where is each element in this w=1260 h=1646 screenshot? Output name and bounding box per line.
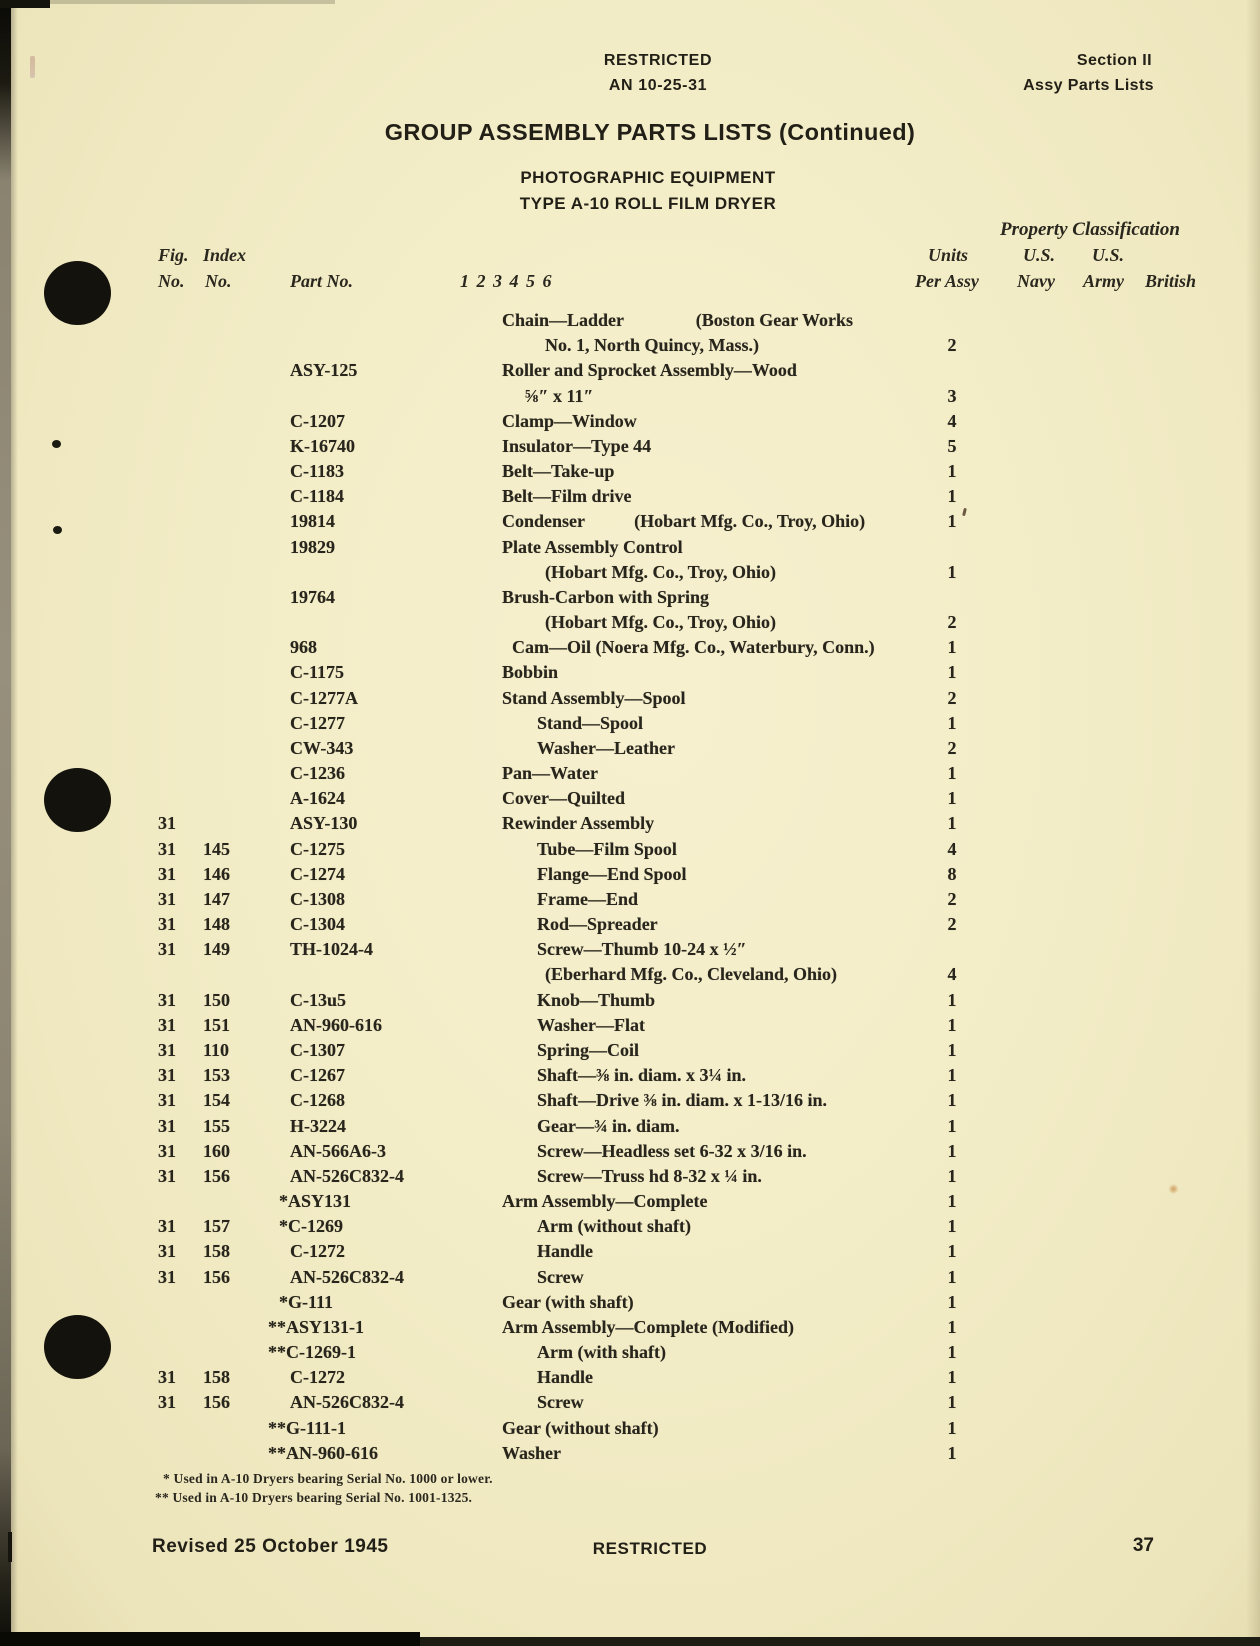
description-cell: Cam—Oil (Noera Mfg. Co., Waterbury, Conn.) [512, 637, 875, 658]
table-row [0, 964, 1260, 989]
table-row [0, 562, 1260, 587]
table-row [0, 1015, 1260, 1040]
units-per-assy-cell: 1 [947, 1392, 957, 1413]
scan-bottom-corner [0, 1632, 420, 1646]
table-row [0, 1040, 1260, 1065]
description-cell: Insulator—Type 44 [502, 435, 652, 456]
part-number-cell: TH-1024-4 [290, 939, 373, 960]
part-number-cell: ASY-130 [290, 813, 358, 834]
units-per-assy-cell: 1 [947, 461, 957, 482]
units-per-assy-cell: 1 [947, 712, 957, 733]
table-row [0, 1241, 1260, 1266]
index-no-cell: 148 [203, 914, 230, 935]
description-cell: Screw—Thumb 10-24 x ½″ [537, 939, 747, 960]
part-number-cell: 19814 [290, 511, 335, 532]
col-header-index-no: No. [205, 271, 232, 291]
description-cell: Rod—Spreader [537, 914, 658, 935]
col-header-per-assy: Per Assy [915, 271, 979, 291]
table-row [0, 864, 1260, 889]
table-row [0, 1392, 1260, 1417]
col-header-index: Index [203, 245, 247, 265]
part-number-cell: C-1236 [290, 763, 345, 784]
table-row [0, 1116, 1260, 1141]
page-title: GROUP ASSEMBLY PARTS LISTS (Continued) [384, 119, 916, 145]
description-cell: Gear (without shaft) [502, 1417, 659, 1438]
description-cell: Washer [502, 1442, 562, 1463]
units-per-assy-cell: 1 [947, 1014, 957, 1035]
table-row [0, 662, 1260, 687]
description-cell: Knob—Thumb [537, 989, 656, 1010]
units-per-assy-cell: 1 [947, 1367, 957, 1388]
units-per-assy-cell: 1 [947, 486, 957, 507]
description-cell: Washer—Leather [537, 737, 675, 758]
units-per-assy-cell: 1 [947, 1241, 957, 1262]
units-per-assy-cell: 5 [947, 435, 957, 456]
fig-no-cell: 31 [158, 914, 176, 935]
revision-date: Revised 25 October 1945 [152, 1536, 389, 1557]
description-cell: Arm Assembly—Complete [502, 1191, 708, 1212]
table-row [0, 1292, 1260, 1317]
index-no-cell: 151 [203, 1014, 230, 1035]
units-per-assy-cell: 1 [947, 1039, 957, 1060]
description-cell: Screw [537, 1266, 584, 1287]
units-per-assy-cell: 4 [947, 838, 957, 859]
page-number: 37 [1132, 1535, 1154, 1556]
part-number-cell: C-1184 [290, 486, 344, 507]
units-per-assy-cell: 1 [947, 1191, 957, 1212]
units-per-assy-cell: 1 [947, 1342, 957, 1363]
index-no-cell: 156 [203, 1392, 230, 1413]
table-row [0, 738, 1260, 763]
description-cell: Flange—End Spool [537, 863, 687, 884]
units-per-assy-cell: 1 [947, 662, 957, 683]
units-per-assy-cell: 1 [947, 1291, 957, 1312]
units-per-assy-cell: 4 [947, 964, 957, 985]
fig-no-cell: 31 [158, 1065, 176, 1086]
parts-table-body [0, 310, 1260, 1468]
index-no-cell: 158 [203, 1367, 230, 1388]
units-per-assy-cell: 2 [947, 612, 957, 633]
col-header-army: Army [1083, 271, 1125, 291]
table-row [0, 1342, 1260, 1367]
units-per-assy-cell: 1 [947, 1216, 957, 1237]
scan-top-edge [0, 0, 335, 4]
table-row [0, 1216, 1260, 1241]
description-cell: Gear—¾ in. diam. [537, 1115, 680, 1136]
description-cell: (Eberhard Mfg. Co., Cleveland, Ohio) [545, 964, 837, 985]
part-number-cell: **ASY131-1 [268, 1316, 365, 1337]
description-cell: Rewinder Assembly [502, 813, 655, 834]
part-number-cell: *ASY131 [279, 1191, 352, 1212]
fig-no-cell: 31 [158, 863, 176, 884]
index-no-cell: 160 [203, 1140, 230, 1161]
description-cell: Handle [537, 1367, 594, 1388]
fig-no-cell: 31 [158, 1039, 176, 1060]
units-per-assy-cell: 1 [947, 1090, 957, 1111]
fig-no-cell: 31 [158, 989, 176, 1010]
units-per-assy-cell: 2 [947, 888, 957, 909]
description-cell: Arm (without shaft) [537, 1216, 691, 1237]
part-number-cell: 19764 [290, 586, 335, 607]
table-row [0, 436, 1260, 461]
section-sublabel: Assy Parts Lists [1023, 77, 1154, 94]
table-row [0, 713, 1260, 738]
subtitle-type: TYPE A-10 ROLL FILM DRYER [519, 194, 777, 213]
table-row [0, 587, 1260, 612]
description-cell: Shaft—⅜ in. diam. x 3¼ in. [537, 1065, 747, 1086]
part-number-cell: C-1268 [290, 1090, 345, 1111]
index-no-cell: 149 [203, 939, 230, 960]
units-per-assy-cell: 1 [947, 1140, 957, 1161]
description-cell: Shaft—Drive ⅜ in. diam. x 1-13/16 in. [537, 1090, 828, 1111]
description-cell: Arm (with shaft) [537, 1342, 666, 1363]
fig-no-cell: 31 [158, 1014, 176, 1035]
description-cell: Bobbin [502, 662, 559, 683]
index-no-cell: 154 [203, 1090, 230, 1111]
description-cell: Pan—Water [502, 763, 598, 784]
fig-no-cell: 31 [158, 1140, 176, 1161]
units-per-assy-cell: 1 [947, 763, 957, 784]
part-number-cell: AN-526C832-4 [290, 1165, 404, 1186]
part-number-cell: C-1307 [290, 1039, 345, 1060]
part-number-cell: **G-111-1 [268, 1417, 347, 1438]
units-per-assy-cell: 3 [947, 385, 957, 406]
table-row [0, 788, 1260, 813]
index-no-cell: 158 [203, 1241, 230, 1262]
units-per-assy-cell: 1 [947, 1316, 957, 1337]
part-number-cell: AN-526C832-4 [290, 1266, 404, 1287]
part-number-cell: C-1183 [290, 461, 344, 482]
description-cell: Screw [537, 1392, 584, 1413]
index-no-cell: 110 [203, 1039, 230, 1060]
part-number-cell: C-1274 [290, 863, 345, 884]
description-cell: (Hobart Mfg. Co., Troy, Ohio) [545, 612, 776, 633]
table-row [0, 1443, 1260, 1468]
description-cell: Belt—Take-up [502, 461, 615, 482]
index-no-cell: 150 [203, 989, 230, 1010]
table-row [0, 1090, 1260, 1115]
description-cell: ⅝″ x 11″ [525, 385, 594, 406]
fig-no-cell: 31 [158, 1266, 176, 1287]
index-no-cell: 156 [203, 1165, 230, 1186]
description-cell: Spring—Coil [537, 1039, 640, 1060]
table-row [0, 688, 1260, 713]
units-per-assy-cell: 1 [947, 1065, 957, 1086]
table-row [0, 1317, 1260, 1342]
table-row [0, 1191, 1260, 1216]
section-label: Section II [1076, 52, 1152, 69]
part-number-cell: 19829 [290, 536, 335, 557]
units-per-assy-cell: 1 [947, 1417, 957, 1438]
table-row [0, 486, 1260, 511]
index-no-cell: 146 [203, 863, 230, 884]
fig-no-cell: 31 [158, 1367, 176, 1388]
description-cell: Stand Assembly—Spool [502, 687, 686, 708]
index-no-cell: 153 [203, 1065, 230, 1086]
fig-no-cell: 31 [158, 1115, 176, 1136]
table-row [0, 310, 1260, 335]
property-classification-header: Property Classification [1000, 219, 1180, 240]
table-row [0, 411, 1260, 436]
fig-no-cell: 31 [158, 1392, 176, 1413]
part-number-cell: *G-111 [279, 1291, 334, 1312]
units-per-assy-cell: 2 [947, 737, 957, 758]
fig-no-cell: 31 [158, 1241, 176, 1262]
description-cell: No. 1, North Quincy, Mass.) [545, 335, 760, 356]
fig-no-cell: 31 [158, 813, 176, 834]
index-no-cell: 155 [203, 1115, 230, 1136]
index-no-cell: 156 [203, 1266, 230, 1287]
table-row [0, 386, 1260, 411]
classification-bottom: RESTRICTED [592, 1539, 708, 1558]
table-row [0, 839, 1260, 864]
table-row [0, 335, 1260, 360]
fig-no-cell: 31 [158, 838, 176, 859]
table-row [0, 889, 1260, 914]
description-cell: Plate Assembly Control [502, 536, 683, 557]
part-number-cell: C-13u5 [290, 989, 347, 1010]
units-per-assy-cell: 1 [947, 788, 957, 809]
description-cell: Screw—Headless set 6-32 x 3/16 in. [537, 1140, 807, 1161]
scan-top-corner [0, 0, 50, 8]
table-row [0, 537, 1260, 562]
part-number-cell: C-1275 [290, 838, 345, 859]
description-cell: (Hobart Mfg. Co., Troy, Ohio) [545, 561, 776, 582]
doc-number: AN 10-25-31 [608, 77, 708, 94]
part-number-cell: AN-526C832-4 [290, 1392, 404, 1413]
part-number-cell: C-1272 [290, 1367, 345, 1388]
part-number-cell: CW-343 [290, 737, 354, 758]
part-number-cell: **AN-960-616 [268, 1442, 378, 1463]
description-cell: Clamp—Window [502, 410, 637, 431]
index-no-cell: 147 [203, 888, 230, 909]
units-per-assy-cell: 2 [947, 914, 957, 935]
fig-no-cell: 31 [158, 1165, 176, 1186]
units-per-assy-cell: 1 [947, 1442, 957, 1463]
units-per-assy-cell: 1 [947, 813, 957, 834]
units-per-assy-cell: 1 [947, 1165, 957, 1186]
part-number-cell: C-1175 [290, 662, 344, 683]
units-per-assy-cell: 1 [947, 989, 957, 1010]
table-row [0, 813, 1260, 838]
part-number-cell: 968 [290, 637, 317, 658]
units-per-assy-cell: 2 [947, 335, 957, 356]
part-number-cell: K-16740 [290, 435, 355, 456]
description-cell: Brush-Carbon with Spring [502, 586, 710, 607]
description-cell: Gear (with shaft) [502, 1291, 634, 1312]
description-cell: Belt—Film drive [502, 486, 632, 507]
col-header-us-army: U.S. [1092, 245, 1125, 265]
subtitle-equipment: PHOTOGRAPHIC EQUIPMENT [520, 168, 776, 187]
description-cell: Stand—Spool [537, 712, 644, 733]
table-row [0, 990, 1260, 1015]
col-header-numbers: 1 2 3 4 5 6 [460, 271, 553, 291]
fig-no-cell: 31 [158, 939, 176, 960]
units-per-assy-cell: 4 [947, 410, 957, 431]
table-row [0, 1166, 1260, 1191]
table-row [0, 511, 1260, 536]
units-per-assy-cell: 1 [947, 511, 957, 532]
table-row [0, 1418, 1260, 1443]
table-row [0, 1141, 1260, 1166]
units-per-assy-cell: 8 [947, 863, 957, 884]
table-row [0, 637, 1260, 662]
table-row [0, 1367, 1260, 1392]
part-number-cell: H-3224 [290, 1115, 346, 1136]
description-cell: Tube—Film Spool [537, 838, 677, 859]
description-cell: Chain—Ladder (Boston Gear Works [502, 310, 854, 330]
table-row [0, 763, 1260, 788]
col-header-british: British [1145, 271, 1197, 291]
table-row [0, 914, 1260, 939]
description-cell: Roller and Sprocket Assembly—Wood [502, 360, 797, 381]
col-header-fig: Fig. [158, 245, 189, 265]
part-number-cell: A-1624 [290, 788, 345, 809]
description-cell: Condenser (Hobart Mfg. Co., Troy, Ohio) [502, 511, 866, 532]
part-number-cell: C-1267 [290, 1065, 345, 1086]
fig-no-cell: 31 [158, 1216, 176, 1237]
part-number-cell: C-1277 [290, 712, 345, 733]
footnote-single-star: * Used in A-10 Dryers bearing Serial No. 1000 or lower. [163, 1471, 493, 1486]
part-number-cell: C-1207 [290, 410, 345, 431]
table-row [0, 1267, 1260, 1292]
table-row [0, 939, 1260, 964]
col-header-fig-no: No. [158, 271, 185, 291]
table-row [0, 461, 1260, 486]
col-header-navy: Navy [1017, 271, 1055, 291]
table-row [0, 1065, 1260, 1090]
fig-no-cell: 31 [158, 888, 176, 909]
units-per-assy-cell: 1 [947, 1266, 957, 1287]
footnote-double-star: ** Used in A-10 Dryers bearing Serial No. 1001-1325. [155, 1490, 473, 1505]
units-per-assy-cell: 1 [947, 561, 957, 582]
table-row [0, 612, 1260, 637]
fig-no-cell: 31 [158, 1090, 176, 1111]
part-number-cell: *C-1269 [279, 1216, 343, 1237]
index-no-cell: 145 [203, 838, 230, 859]
description-cell: Washer—Flat [537, 1014, 645, 1035]
part-number-cell: AN-960-616 [290, 1014, 382, 1035]
table-row [0, 360, 1260, 385]
col-header-us-navy: U.S. [1023, 245, 1056, 265]
units-per-assy-cell: 1 [947, 1115, 957, 1136]
col-header-units: Units [928, 245, 969, 265]
description-cell: Frame—End [537, 888, 638, 909]
units-per-assy-cell: 2 [947, 687, 957, 708]
description-cell: Handle [537, 1241, 594, 1262]
part-number-cell: C-1272 [290, 1241, 345, 1262]
description-cell: Arm Assembly—Complete (Modified) [502, 1316, 794, 1337]
part-number-cell: **C-1269-1 [268, 1342, 356, 1363]
part-number-cell: C-1304 [290, 914, 345, 935]
part-number-cell: C-1277A [290, 687, 358, 708]
description-cell: Screw—Truss hd 8-32 x ¼ in. [537, 1165, 762, 1186]
part-number-cell: ASY-125 [290, 360, 358, 381]
index-no-cell: 157 [203, 1216, 230, 1237]
classification-top: RESTRICTED [603, 52, 713, 69]
part-number-cell: AN-566A6-3 [290, 1140, 386, 1161]
description-cell: Cover—Quilted [502, 788, 625, 809]
units-per-assy-cell: 1 [947, 637, 957, 658]
part-number-cell: C-1308 [290, 888, 345, 909]
col-header-part-no: Part No. [290, 271, 353, 291]
